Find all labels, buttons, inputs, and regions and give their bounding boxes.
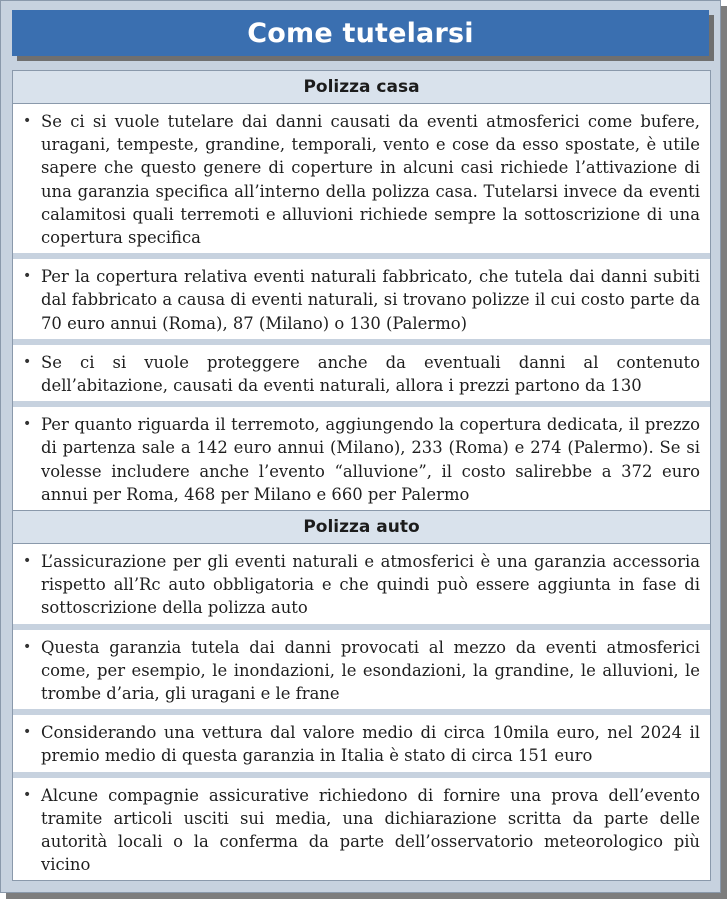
list-item [13, 104, 710, 259]
section-heading: Polizza casa [13, 71, 710, 104]
item-text: Se ci si vuole proteggere anche da eventuali danni al contenuto dell’abitazione, causati da eventi naturali, allora i prezzi partono da 130 [41, 352, 700, 396]
item-text: Alcune compagnie assicurative richiedono di fornire una prova dell’evento tramite articoli usciti sui media, una dichiarazione scritta da parte delle autorità locali o la conferma da parte dell’osservatorio meteorologico più vicino [41, 785, 700, 875]
list-item [13, 407, 710, 510]
list-item [13, 630, 710, 716]
bullet-icon: • [23, 553, 32, 569]
bullet-icon: • [23, 786, 32, 803]
frame-shadow-right [721, 6, 727, 899]
list-item [13, 345, 710, 407]
section-polizza-auto [12, 510, 711, 881]
frame-shadow-bottom [6, 893, 727, 899]
bullet-icon: • [23, 113, 32, 129]
page-title: Come tutelarsi [247, 17, 474, 49]
list-item [13, 715, 710, 777]
bullet-icon: • [23, 724, 32, 741]
section-heading: Polizza auto [13, 511, 710, 544]
bullet-icon: • [23, 353, 32, 370]
item-text: Considerando una vettura dal valore medio di circa 10mila euro, nel 2024 il premio medio di questa garanzia in Italia è stato di circa 151 euro [41, 723, 700, 766]
item-text: Per la copertura relativa eventi naturali fabbricato, che tutela dai danni subiti dal fabbricato a causa di eventi naturali, si trovano polizze il cui costo parte da 70 euro annui (Roma), 87 (Milano) o 130 (Palermo) [41, 267, 700, 333]
item-text: L’assicurazione per gli eventi naturali e atmosferici è una garanzia accessoria rispetto all’Rc auto obbligatoria e che quindi può essere aggiunta in fase di sottoscrizione della polizza auto [41, 552, 700, 618]
bullet-icon: • [23, 268, 32, 285]
list-item [13, 778, 710, 881]
bullet-icon: • [23, 638, 32, 655]
title-bar [12, 10, 709, 56]
item-text: Se ci si vuole tutelare dai danni causati da eventi atmosferici come bufere, uragani, tempeste, grandine, temporali, vento e cose da esso spostate, è utile sapere che questo genere di coperture in alcuni casi richiede l’attivazione di una garanzia specifica all’interno della polizza casa. Tutelarsi invece da eventi calamitosi quali terremoti e alluvioni richiede sempre la sottoscrizione di una copertura specifica [41, 112, 700, 248]
section-polizza-casa [12, 70, 711, 511]
item-text: Questa garanzia tutela dai danni provocati al mezzo da eventi atmosferici come, per esempio, le inondazioni, le esondazioni, la grandine, le alluvioni, le trombe d’aria, gli uragani e le frane [41, 637, 700, 704]
list-item [13, 544, 710, 630]
item-text: Per quanto riguarda il terremoto, aggiungendo la copertura dedicata, il prezzo di partenza sale a 142 euro annui (Milano), 233 (Roma) e 274 (Palermo). Se si volesse includere anche l’evento “alluvione”, il costo salirebbe a 372 euro annui per Roma, 468 per Milano e 660 per Palermo [41, 415, 700, 504]
bullet-icon: • [23, 416, 32, 433]
list-item [13, 259, 710, 345]
